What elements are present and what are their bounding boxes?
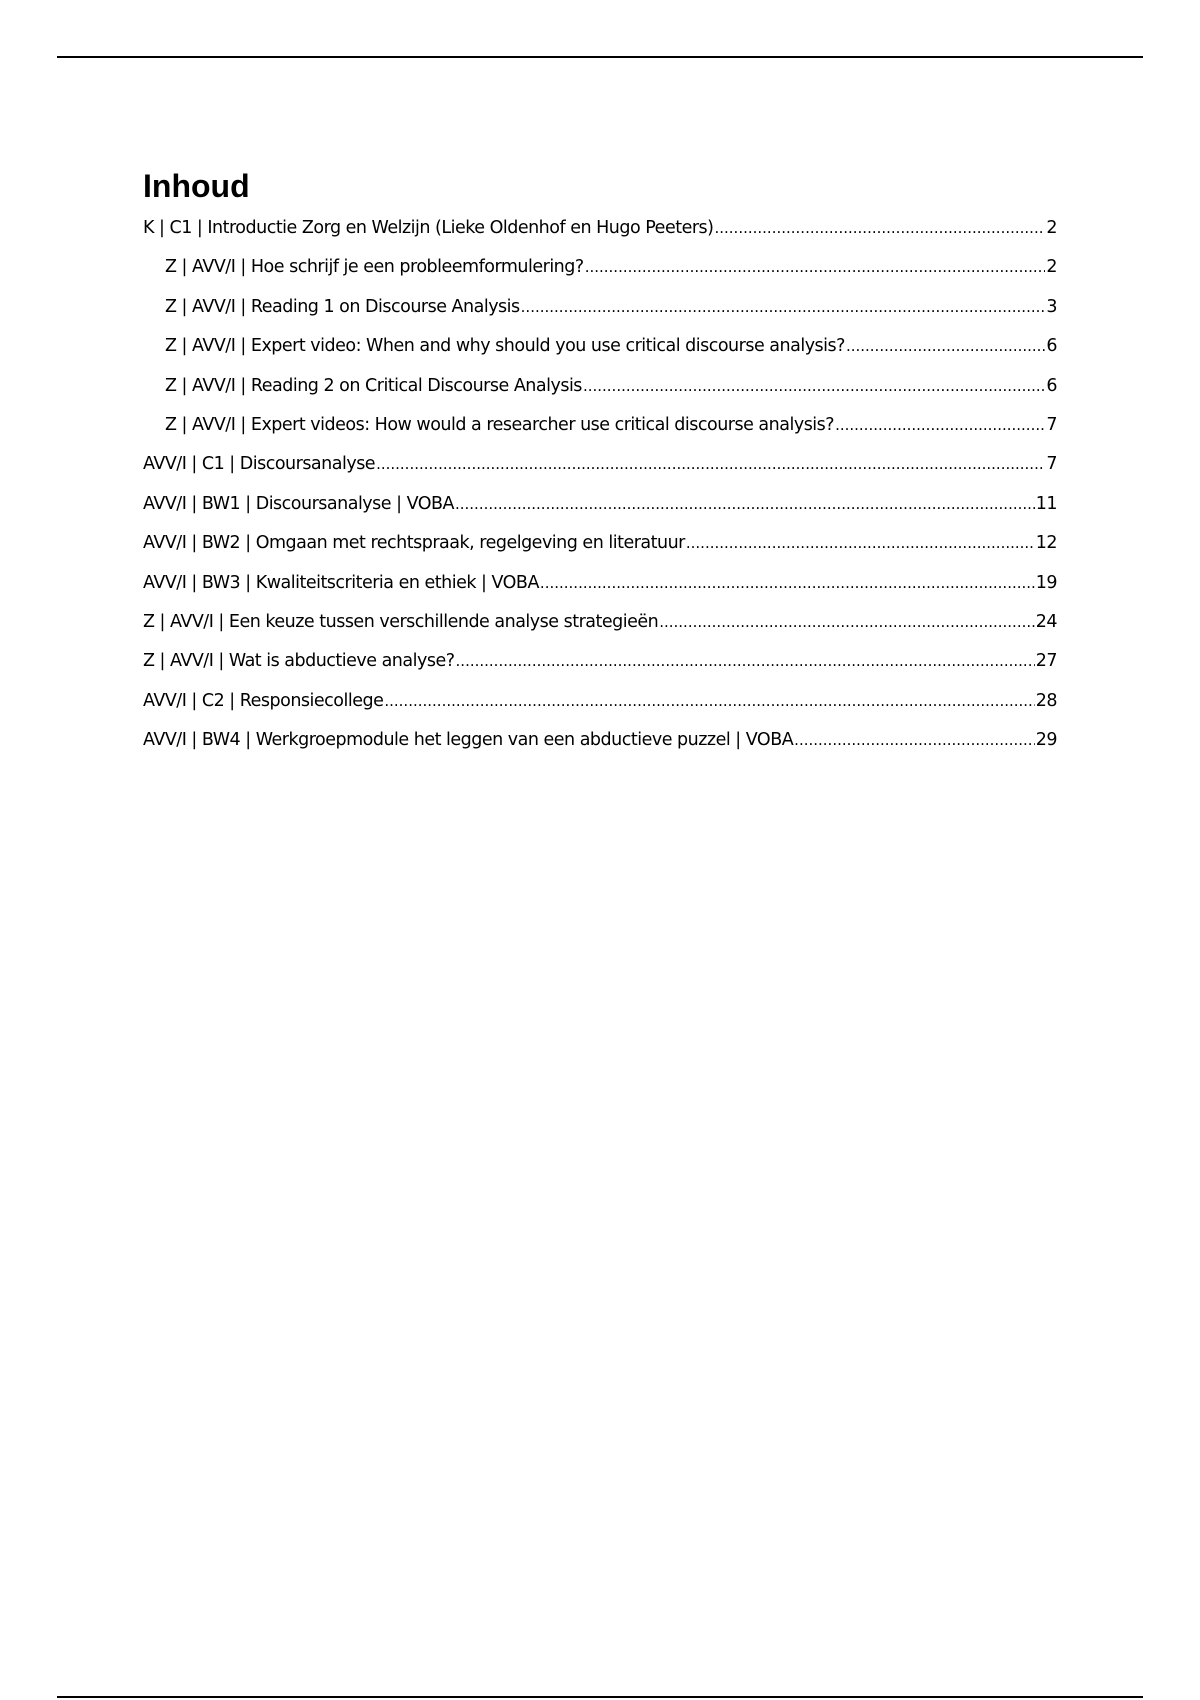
toc-entry-text: Z | AVV/I | Wat is abductieve analyse?: [143, 651, 455, 672]
toc-entry[interactable]: [143, 336, 1057, 375]
toc-entry-text: AVV/I | BW1 | Discoursanalyse | VOBA: [143, 493, 454, 514]
toc-title: Inhoud: [143, 168, 250, 204]
toc-entry-text: K | C1 | Introductie Zorg en Welzijn (Lieke Oldenhof en Hugo Peeters): [143, 218, 714, 238]
toc-page-number: 2: [1046, 257, 1057, 278]
toc-entry-text: Z | AVV/I | Hoe schrijf je een probleemformulering?: [165, 257, 584, 278]
toc-entry-text: AVV/I | C1 | Discoursanalyse: [143, 454, 376, 475]
toc-entry-text: Z | AVV/I | Reading 2 on Critical Discourse Analysis: [165, 375, 582, 396]
toc-page-number: 28: [1035, 690, 1057, 711]
toc-entry[interactable]: [143, 376, 1057, 415]
toc-page-number: 11: [1035, 493, 1057, 514]
toc-entry-text: AVV/I | BW3 | Kwaliteitscriteria en ethiek | VOBA: [143, 572, 539, 593]
toc-page-number: 7: [1046, 454, 1057, 475]
toc-page-number: 3: [1046, 296, 1057, 317]
toc-page-number: 29: [1035, 730, 1057, 751]
dot-leader: [521, 297, 1046, 317]
dot-leader: [835, 415, 1045, 435]
toc-page-number: 6: [1046, 336, 1057, 357]
toc-entry-text: AVV/I | BW2 | Omgaan met rechtspraak, regelgeving en literatuur: [143, 533, 685, 554]
toc-entry[interactable]: [143, 573, 1057, 612]
toc-entry[interactable]: [143, 454, 1057, 493]
toc-entry[interactable]: [143, 730, 1057, 769]
toc-entry[interactable]: [143, 218, 1057, 257]
toc-entry[interactable]: [143, 415, 1057, 454]
toc-entry[interactable]: [143, 651, 1057, 690]
toc-page-number: 27: [1035, 651, 1057, 672]
toc-entry[interactable]: [143, 494, 1057, 533]
dot-leader: [714, 218, 1045, 238]
dot-leader: [455, 494, 1035, 514]
dot-leader: [794, 730, 1035, 750]
dot-leader: [686, 533, 1035, 553]
toc-entry[interactable]: [143, 297, 1057, 336]
dot-leader: [376, 454, 1045, 474]
toc-entry[interactable]: [143, 257, 1057, 296]
header-rule: [57, 56, 1143, 58]
toc-entry-text: Z | AVV/I | Een keuze tussen verschillende analyse strategieën: [143, 611, 659, 632]
dot-leader: [846, 336, 1045, 356]
toc-entry[interactable]: [143, 612, 1057, 651]
toc-page-number: 6: [1046, 375, 1057, 396]
dot-leader: [540, 573, 1035, 593]
toc-entry[interactable]: [143, 691, 1057, 730]
toc-entry-text: Z | AVV/I | Expert videos: How would a researcher use critical discourse analysis?: [165, 414, 835, 435]
toc-entry-text: Z | AVV/I | Expert video: When and why should you use critical discourse analysis?: [165, 336, 845, 357]
footer-rule: [57, 1696, 1143, 1698]
toc-page-number: 24: [1035, 611, 1057, 632]
toc-entry-text: AVV/I | BW4 | Werkgroepmodule het leggen van een abductieve puzzel | VOBA: [143, 730, 794, 751]
dot-leader: [585, 257, 1046, 277]
dot-leader: [384, 691, 1034, 711]
toc-page-number: 7: [1046, 414, 1057, 435]
toc-page-number: 12: [1035, 533, 1057, 554]
toc-entry[interactable]: [143, 533, 1057, 572]
dot-leader: [583, 376, 1045, 396]
toc-list: [143, 218, 1057, 769]
toc-page-number: 2: [1046, 218, 1057, 238]
table-of-contents: [143, 160, 1057, 769]
dot-leader: [659, 612, 1035, 632]
toc-entry-text: AVV/I | C2 | Responsiecollege: [143, 690, 384, 711]
toc-page-number: 19: [1035, 572, 1057, 593]
toc-entry-text: Z | AVV/I | Reading 1 on Discourse Analysis: [165, 296, 520, 317]
dot-leader: [456, 651, 1035, 671]
